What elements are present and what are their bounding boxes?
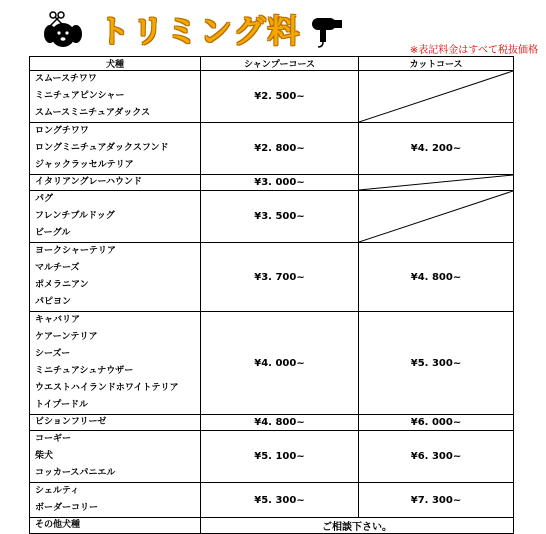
breed-name: コーギー (35, 434, 72, 444)
cut-not-available (359, 71, 514, 123)
breed-name: パピヨン (35, 297, 72, 307)
cut-price: ¥6. 300~ (359, 431, 514, 483)
breed-name: ミニチュアシュナウザー (35, 366, 134, 376)
table-row (30, 312, 514, 415)
cut-not-available (359, 191, 514, 243)
cut-price: ¥4. 800~ (359, 243, 514, 312)
column-header-cut: カットコース (359, 57, 514, 71)
table-row (30, 71, 514, 123)
breed-name: スムースチワワ (35, 74, 97, 84)
pricing-table (29, 56, 514, 534)
breed-cell (30, 312, 201, 415)
breed-cell (30, 175, 201, 191)
table-row (30, 175, 514, 191)
shampoo-price: ¥4. 800~ (201, 415, 359, 431)
cut-price: ¥5. 300~ (359, 312, 514, 415)
breed-name: イタリアングレーハウンド (35, 177, 143, 187)
cut-price: ¥4. 200~ (359, 123, 514, 175)
table-row (30, 243, 514, 312)
breed-name: パグ (35, 194, 54, 204)
cut-price: ¥7. 300~ (359, 483, 514, 518)
column-header-breed: 犬種 (30, 57, 201, 71)
breed-name: 柴犬 (35, 451, 54, 461)
shampoo-price: ¥2. 800~ (201, 123, 359, 175)
tax-note: ※表記料金はすべて税抜価格 (409, 45, 538, 56)
consult-note: ご相談下さい。 (201, 518, 514, 534)
breed-name: ジャックラッセルテリア (35, 160, 134, 170)
shampoo-price: ¥3. 000~ (201, 175, 359, 191)
breed-name: シーズー (35, 349, 71, 359)
shampoo-price: ¥5. 300~ (201, 483, 359, 518)
breed-name: シェルティ (35, 486, 80, 496)
shampoo-price: ¥3. 700~ (201, 243, 359, 312)
breed-name: マルチーズ (35, 263, 80, 273)
breed-cell (30, 415, 201, 431)
shampoo-price: ¥2. 500~ (201, 71, 359, 123)
shampoo-price: ¥5. 100~ (201, 431, 359, 483)
breed-cell (30, 518, 201, 534)
shampoo-price: ¥3. 500~ (201, 191, 359, 243)
breed-name: フレンチブルドッグ (35, 211, 115, 221)
breed-name: ミニチュアピンシャー (35, 91, 125, 101)
breed-cell (30, 243, 201, 312)
breed-name: トイプードル (35, 400, 89, 410)
table-row (30, 483, 514, 518)
breed-name: ビーグル (35, 228, 71, 238)
table-header-row (30, 57, 514, 71)
breed-cell (30, 123, 201, 175)
breed-cell (30, 431, 201, 483)
table-row (30, 191, 514, 243)
hair-dryer-icon (310, 14, 344, 52)
page-title: トリミング料 (98, 12, 302, 50)
breed-cell (30, 483, 201, 518)
table-row (30, 415, 514, 431)
breed-name: ポメラニアン (35, 280, 89, 290)
table-row (30, 518, 514, 534)
breed-name: ビションフリーゼ (35, 417, 107, 427)
page-header (0, 0, 546, 58)
column-header-shampoo: シャンプーコース (201, 57, 359, 71)
breed-name: ケアーンテリア (35, 332, 98, 342)
cut-not-available (359, 175, 514, 191)
shampoo-price: ¥4. 000~ (201, 312, 359, 415)
dog-with-scissors-icon (42, 10, 88, 52)
breed-name: ロングミニチュアダックスフンド (35, 143, 169, 153)
breed-name: ボーダーコリー (35, 503, 99, 513)
breed-name: コッカースパニエル (35, 468, 116, 478)
breed-cell (30, 191, 201, 243)
table-row (30, 123, 514, 175)
breed-name: キャバリア (35, 315, 81, 325)
breed-cell (30, 71, 201, 123)
breed-name: ウエストハイランドホワイトテリア (35, 383, 179, 393)
table-row (30, 431, 514, 483)
cut-price: ¥6. 000~ (359, 415, 514, 431)
breed-name: ロングチワワ (35, 126, 89, 136)
breed-name: ヨークシャーテリア (35, 246, 116, 256)
breed-name: その他犬種 (35, 520, 81, 530)
breed-name: スムースミニチュアダックス (35, 108, 151, 118)
